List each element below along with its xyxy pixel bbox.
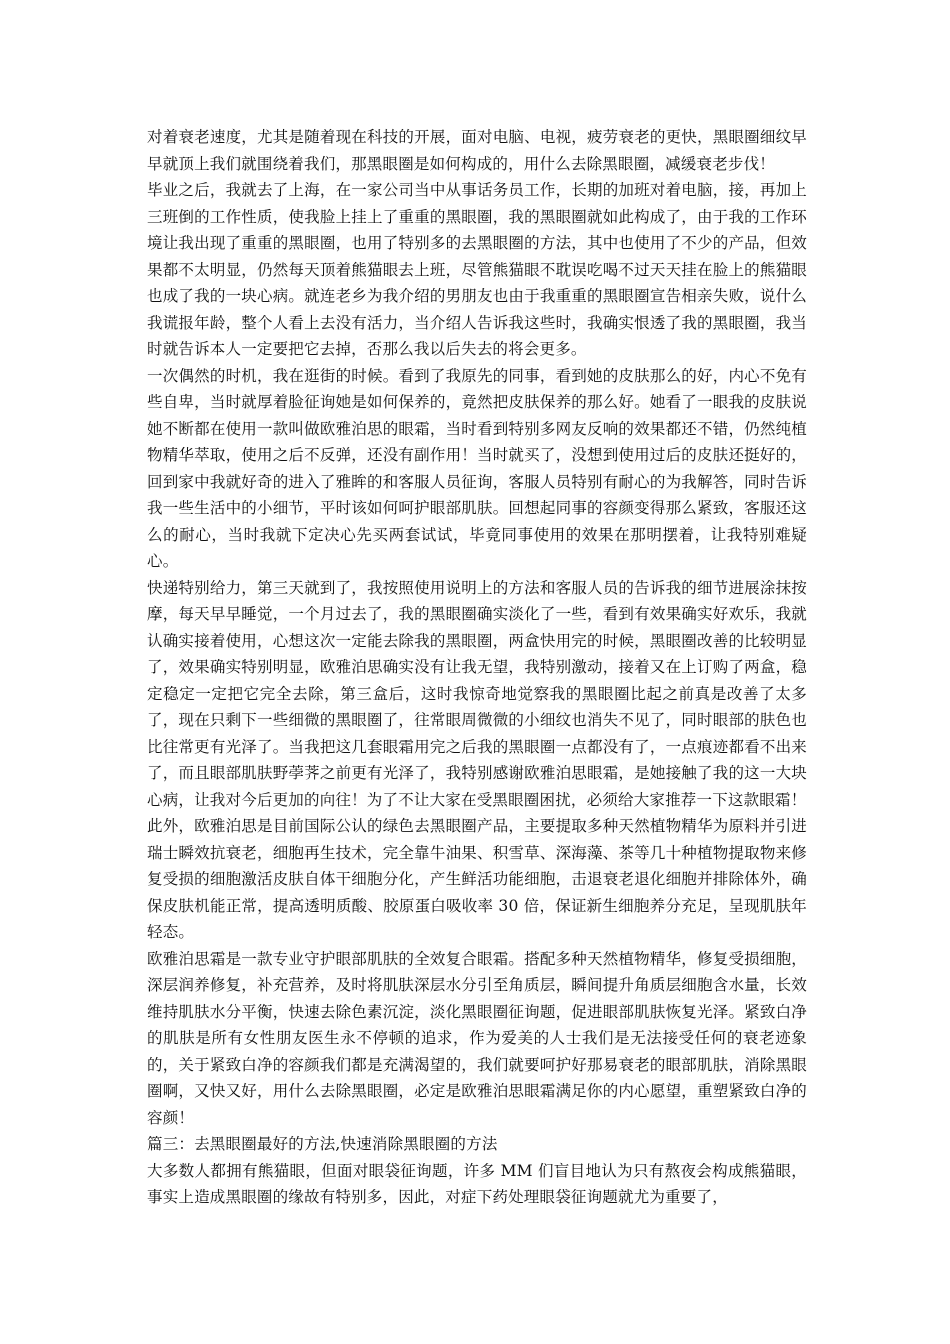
- paragraph-2: 毕业之后，我就去了上海，在一家公司当中从事话务员工作，长期的加班对着电脑，接，再加上三班倒的工作性质，使我脸上挂上了重重的黑眼圈，我的黑眼圈就如此构成了，由于我的工作环境让我出现了重重的黑眼圈，也用了特别多的去黑眼圈的方法，其中也使用了不少的产品，但效果都不太明显，仍然每天顶着熊猫眼去上班，尽管熊猫眼不耽误吃喝不过天天挂在脸上的熊猫眼也成了我的一块心病。就连老乡为我介绍的男朋友也由于我重重的黑眼圈宣告相亲失败，说什么我谎报年龄，整个人看上去没有活力，当介绍人告诉我这些时，我确实恨透了我的黑眼圈，我当时就告诉本人一定要把它去掉，否那么我以后失去的将会更多。: [147, 181, 807, 358]
- document-body: [147, 124, 807, 1211]
- paragraph-1: 对着衰老速度，尤其是随着现在科技的开展，面对电脑、电视，疲劳衰老的更快，黑眼圈细纹早早就顶上我们就围绕着我们，那黑眼圈是如何构成的，用什么去除黑眼圈，减缓衰老步伐！: [147, 128, 807, 173]
- paragraph-4: 快递特别给力，第三天就到了，我按照使用说明上的方法和客服人员的告诉我的细节进展涂抹按摩，每天早早睡觉，一个月过去了，我的黑眼圈确实淡化了一些，看到有效果确实好欢乐，我就认确实接着使用，心想这次一定能去除我的黑眼圈，两盒快用完的时候，黑眼圈改善的比较明显了，效果确实特别明显，欧雅泊思确实没有让我无望，我特别激动，接着又在上订购了两盒，稳定稳定一定把它完全去除，第三盒后，这时我惊奇地觉察我的黑眼圈比起之前真是改善了太多了，现在只剩下一些细微的黑眼圈了，往常眼周微微的小细纹也消失不见了，同时眼部的肤色也比往常更有光泽了。当我把这几套眼霜用完之后我的黑眼圈一点都没有了，一点痕迹都看不出来了，而且眼部肌肤野荸荠之前更有光泽了，我特别感谢欧雅泊思眼霜，是她接触了我的这一大块心病，让我对今后更加的向往！为了不让大家在受黑眼圈困扰，必须给大家推荐一下这款眼霜！: [147, 578, 807, 809]
- paragraph-5: 此外，欧雅泊思是目前国际公认的绿色去黑眼圈产品，主要提取多种天然植物精华为原料并引进瑞士瞬效抗衰老，细胞再生技术，完全靠牛油果、积雪草、深海藻、茶等几十种植物提取物来修复受损的细胞激活皮肤自体干细胞分化，产生鲜活功能细胞，击退衰老退化细胞并排除体外，确保皮肤机能正常，提高透明质酸、胶原蛋白吸收率 30 倍，保证新生细胞养分充足，呈现肌肤年轻态。: [147, 817, 807, 941]
- section-heading: 篇三：去黑眼圈最好的方法,快速消除黑眼圈的方法: [147, 1135, 498, 1153]
- paragraph-7: 大多数人都拥有熊猫眼，但面对眼袋征询题，许多 MM 们盲目地认为只有熬夜会构成熊猫眼，事实上造成黑眼圈的缘故有特别多，因此，对症下药处理眼袋征询题就尤为重要了，: [147, 1161, 807, 1206]
- paragraph-3: 一次偶然的时机，我在逛街的时候。看到了我原先的同事，看到她的皮肤那么的好，内心不免有些自卑，当时就厚着脸征询她是如何保养的，竟然把皮肤保养的那么好。她看了一眼我的皮肤说她不断都在使用一款叫做欧雅泊思的眼霜，当时看到特别多网友反响的效果都还不错，仍然纯植物精华萃取，使用之后不反弹，还没有副作用！当时就买了，没想到使用过后的皮肤还挺好的，回到家中我就好奇的进入了雅眸的和客服人员征询，客服人员特别有耐心的为我解答，同时告诉我一些生活中的小细节，平时该如何呵护眼部肌肤。回想起同事的容颜变得那么紧致，客服还这么的耐心，当时我就下定决心先买两套试试，毕竟同事使用的效果在那明摆着，让我特别难疑心。: [147, 366, 807, 570]
- paragraph-6: 欧雅泊思霜是一款专业守护眼部肌肤的全效复合眼霜。搭配多种天然植物精华，修复受损细胞，深层润养修复，补充营养，及时将肌肤深层水分引至角质层，瞬间提升角质层细胞含水量，长效维持肌肤水分平衡，快速去除色素沉淀，淡化黑眼圈征询题，促进眼部肌肤恢复光泽。紧致白净的肌肤是所有女性朋友医生永不停顿的追求，作为爱美的人士我们是无法接受任何的衰老迹象的，关于紧致白净的容颜我们都是充满渴望的，我们就要呵护好那易衰老的眼部肌肤，消除黑眼圈啊，又快又好，用什么去除黑眼圈，必定是欧雅泊思眼霜满足你的内心愿望，重塑紧致白净的容颜！: [147, 949, 807, 1127]
